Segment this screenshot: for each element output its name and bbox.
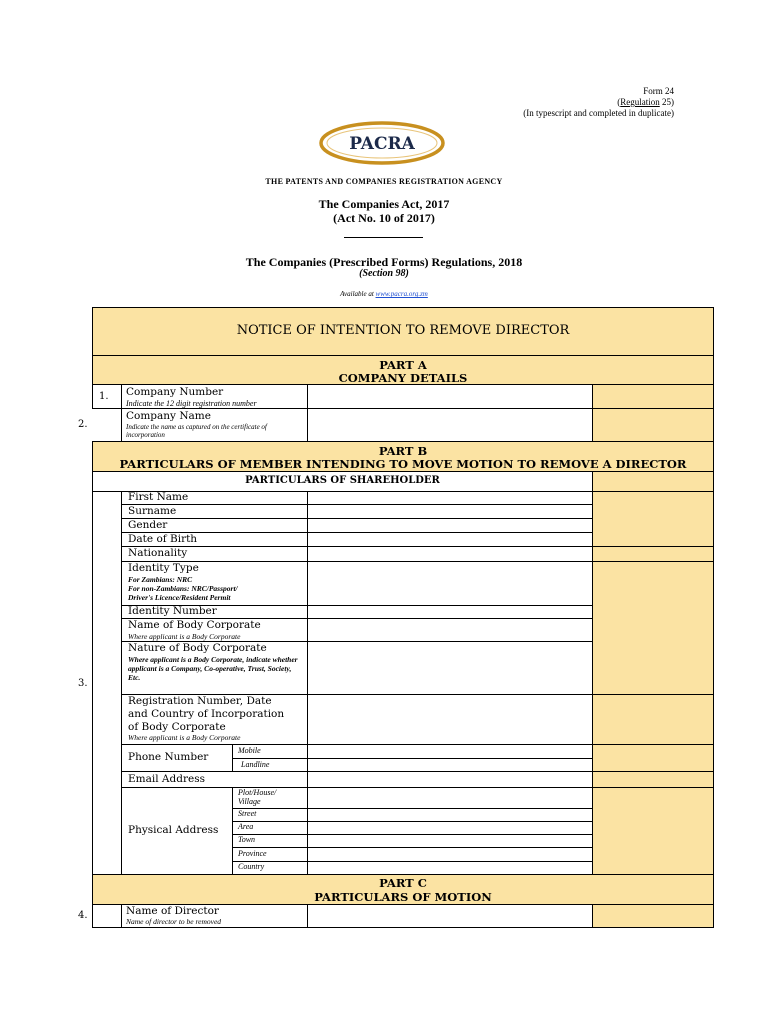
regulations-title: The Companies (Prescribed Forms) Regulations, 2018 (245, 255, 523, 269)
mobile-input[interactable] (307, 744, 593, 759)
row-3-number-cell (92, 491, 122, 875)
company-name-input[interactable] (307, 408, 593, 442)
body-corporate-input[interactable] (307, 618, 593, 642)
gender-label-cell: Gender (121, 518, 308, 533)
office-use-cell (592, 787, 714, 875)
registration-label-cell: Registration Number, Date and Country of Incorporation of Body Corporate Where applicant is a Body Corporate (121, 694, 308, 745)
nature-input[interactable] (307, 641, 593, 695)
agency-name: THE PATENTS AND COMPANIES REGISTRATION AGENCY (265, 177, 503, 186)
mobile-label-cell: Mobile (232, 744, 308, 759)
row-3-number: 3. (78, 678, 88, 689)
office-use-cell (592, 408, 714, 442)
office-use-cell (592, 561, 714, 695)
phone-label-cell: Phone Number (121, 744, 233, 772)
form-title: NOTICE OF INTENTION TO REMOVE DIRECTOR (236, 323, 570, 338)
nationality-input[interactable] (307, 546, 593, 562)
part-c-label: PART C (379, 876, 427, 890)
row-4-number-cell (92, 904, 122, 928)
company-number-label: Company Number (126, 386, 224, 398)
landline-input[interactable] (307, 758, 593, 772)
surname-label-cell: Surname (121, 504, 308, 519)
row-4-number: 4. (78, 910, 88, 921)
town-label-cell: Town (232, 834, 308, 848)
part-a-title: COMPANY DETAILS (338, 371, 468, 385)
regulation-link[interactable]: Regulation (620, 97, 660, 107)
row-1-number-cell: 1. (92, 384, 122, 409)
email-input[interactable] (307, 771, 593, 788)
registration-input[interactable] (307, 694, 593, 745)
office-use-cell (592, 904, 714, 928)
shareholder-heading: PARTICULARS OF SHAREHOLDER (245, 475, 440, 486)
availability-line: Available at www.pacra.org.zm (340, 290, 428, 298)
identity-type-input[interactable] (307, 561, 593, 606)
street-label-cell: Street (232, 808, 308, 822)
office-use-cell (592, 384, 714, 409)
svg-text:PACRA: PACRA (349, 134, 415, 154)
country-input[interactable] (307, 861, 593, 875)
dob-input[interactable] (307, 532, 593, 547)
province-input[interactable] (307, 847, 593, 862)
area-label-cell: Area (232, 821, 308, 835)
dob-label-cell: Date of Birth (121, 532, 308, 547)
shareholder-heading-cell (92, 471, 593, 492)
office-use-cell (592, 546, 714, 562)
section-ref: (Section 98) (359, 268, 409, 279)
body-corporate-label-cell: Name of Body Corporate Where applicant is a Body Corporate (121, 618, 308, 642)
act-title: The Companies Act, 2017 (318, 197, 450, 211)
company-name-label-cell: Company Name Indicate the name as captured on the certificate of incorporation (121, 408, 308, 442)
act-number: (Act No. 10 of 2017) (333, 211, 435, 225)
area-input[interactable] (307, 821, 593, 835)
row-2-number: 2. (78, 419, 88, 430)
identity-number-label-cell: Identity Number (121, 605, 308, 619)
part-b-header (92, 441, 714, 472)
nature-label-cell: Nature of Body Corporate Where applicant is a Body Corporate, indicate whether applicant is a Company, Co-operative, Trust, Society, Etc. (121, 641, 308, 695)
nationality-label-cell: Nationality (121, 546, 308, 562)
office-use-cell (592, 491, 714, 547)
province-label-cell: Province (232, 847, 308, 862)
plot-input[interactable] (307, 787, 593, 809)
identity-type-label-cell: Identity Type For Zambians: NRC For non-Zambians: NRC/Passport/ Driver's Licence/Resident Permit (121, 561, 308, 606)
country-label-cell: Country (232, 861, 308, 875)
part-a-header (92, 355, 714, 385)
part-a-label: PART A (379, 358, 427, 372)
office-use-cell (592, 771, 714, 788)
plot-label-cell: Plot/House/ Village (232, 787, 308, 809)
website-link[interactable]: www.pacra.org.zm (375, 290, 428, 298)
part-c-title: PARTICULARS OF MOTION (314, 890, 492, 904)
company-number-input[interactable] (307, 384, 593, 409)
director-name-input[interactable] (307, 904, 593, 928)
surname-input[interactable] (307, 504, 593, 519)
typescript-note: (In typescript and completed in duplicate) (523, 108, 674, 118)
first-name-input[interactable] (307, 491, 593, 505)
director-name-label: Name of Director (126, 905, 219, 917)
address-label-cell: Physical Address (121, 787, 233, 875)
town-input[interactable] (307, 834, 593, 848)
office-use-cell (592, 694, 714, 745)
identity-number-input[interactable] (307, 605, 593, 619)
form-number: Form 24 (643, 86, 674, 96)
regulation-ref: (Regulation 25) (617, 97, 674, 107)
office-use-cell (592, 744, 714, 772)
form-title-cell (92, 307, 714, 356)
first-name-label-cell: First Name (121, 491, 308, 505)
landline-label-cell: Landline (232, 758, 308, 772)
part-b-label: PART B (378, 444, 428, 458)
part-b-title: PARTICULARS OF MEMBER INTENDING TO MOVE MOTION TO REMOVE A DIRECTOR (119, 457, 687, 471)
director-name-label-cell: Name of Director Name of director to be removed (121, 904, 308, 928)
company-number-label-cell: Company Number Indicate the 12 digit registration number (121, 384, 308, 409)
email-label-cell: Email Address (121, 771, 308, 788)
company-name-label: Company Name (126, 410, 211, 422)
part-c-header (92, 874, 714, 905)
street-input[interactable] (307, 808, 593, 822)
gender-input[interactable] (307, 518, 593, 533)
office-use-cell (592, 471, 714, 492)
